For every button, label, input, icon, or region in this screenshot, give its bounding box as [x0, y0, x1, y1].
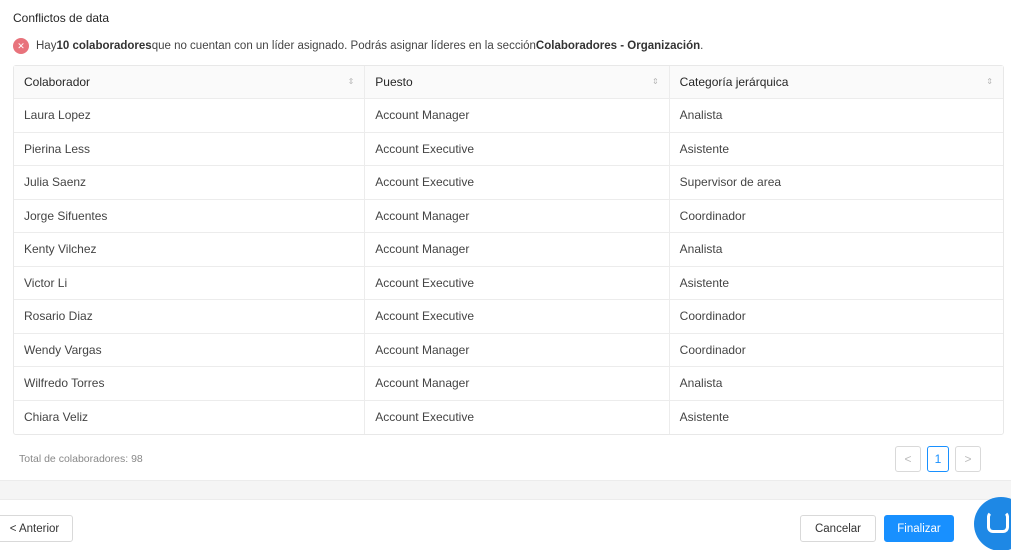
cell-categoria: Analista	[679, 242, 723, 257]
table-row	[14, 166, 1003, 200]
column-header-colaborador[interactable]	[14, 66, 365, 98]
previous-button[interactable]: < Anterior	[0, 515, 73, 542]
cell-categoria: Coordinador	[679, 208, 746, 223]
cell-puesto: Account Executive	[365, 300, 669, 333]
page-title: Conflictos de data	[13, 11, 110, 25]
cell-colaborador: Kenty Vilchez	[14, 233, 365, 266]
collaborators-table	[13, 65, 1004, 435]
sort-icon[interactable]: ⇕	[986, 77, 993, 86]
cell-colaborador: Wendy Vargas	[14, 334, 365, 367]
table-row	[14, 233, 1003, 267]
chat-widget-button[interactable]	[974, 497, 1011, 550]
cell-colaborador: Laura Lopez	[14, 99, 365, 132]
cell-puesto: Account Executive	[365, 267, 669, 300]
total-count: Total de colaboradores: 98	[19, 453, 143, 465]
alert-prefix: Hay	[36, 40, 57, 52]
cell-colaborador: Pierina Less	[14, 133, 365, 166]
cell-puesto: Account Manager	[365, 334, 669, 367]
pagination	[895, 446, 981, 472]
table-row	[14, 334, 1003, 368]
cell-categoria: Asistente	[679, 410, 730, 425]
column-header-label: Puesto	[375, 75, 413, 89]
table-row	[14, 200, 1003, 234]
pagination-prev-button[interactable]: <	[895, 446, 921, 472]
pagination-page-1[interactable]: 1	[927, 446, 949, 472]
cell-colaborador: Rosario Diaz	[14, 300, 365, 333]
table-row	[14, 401, 1003, 435]
cell-puesto: Account Executive	[365, 401, 669, 435]
cell-puesto: Account Manager	[365, 99, 669, 132]
cell-colaborador: Julia Saenz	[14, 166, 365, 199]
table-row	[14, 367, 1003, 401]
sort-icon[interactable]: ⇕	[347, 77, 355, 86]
cell-colaborador: Victor Li	[14, 267, 365, 300]
column-header-puesto[interactable]	[365, 66, 669, 98]
alert-section: Colaboradores - Organización	[535, 40, 701, 52]
cell-colaborador: Wilfredo Torres	[14, 367, 365, 400]
cell-categoria: Coordinador	[679, 342, 746, 357]
close-circle-icon: ✕	[13, 38, 29, 54]
cell-puesto: Account Manager	[365, 367, 669, 400]
finish-button[interactable]: Finalizar	[884, 515, 954, 542]
alert-middle: que no cuentan con un líder asignado. Podrás asignar líderes en la sección	[151, 40, 536, 52]
cancel-button[interactable]: Cancelar	[800, 515, 876, 542]
table-row	[14, 133, 1003, 167]
chat-icon	[987, 511, 1009, 533]
alert-suffix: .	[700, 40, 704, 52]
conflict-alert	[13, 38, 703, 54]
cell-colaborador: Jorge Sifuentes	[14, 200, 365, 233]
table-row	[14, 300, 1003, 334]
column-header-categoria[interactable]	[670, 66, 1003, 98]
sort-icon[interactable]: ⇕	[651, 77, 659, 86]
cell-categoria: Asistente	[679, 141, 730, 156]
cell-colaborador: Chiara Veliz	[14, 401, 365, 435]
cell-puesto: Account Manager	[365, 200, 669, 233]
table-row	[14, 267, 1003, 301]
cell-puesto: Account Manager	[365, 233, 669, 266]
alert-count: 10 colaboradores	[56, 40, 152, 52]
cell-puesto: Account Executive	[365, 133, 669, 166]
cell-puesto: Account Executive	[365, 166, 669, 199]
column-header-label: Categoría jerárquica	[679, 75, 789, 89]
table-row	[14, 99, 1003, 133]
cell-categoria: Analista	[679, 376, 723, 391]
cell-categoria: Coordinador	[679, 309, 746, 324]
section-divider	[0, 480, 1011, 500]
cell-categoria: Asistente	[679, 275, 730, 290]
table-header	[14, 66, 1003, 99]
cell-categoria: Analista	[679, 108, 723, 123]
cell-categoria: Supervisor de area	[679, 175, 782, 190]
pagination-next-button[interactable]: >	[955, 446, 981, 472]
column-header-label: Colaborador	[24, 75, 91, 89]
